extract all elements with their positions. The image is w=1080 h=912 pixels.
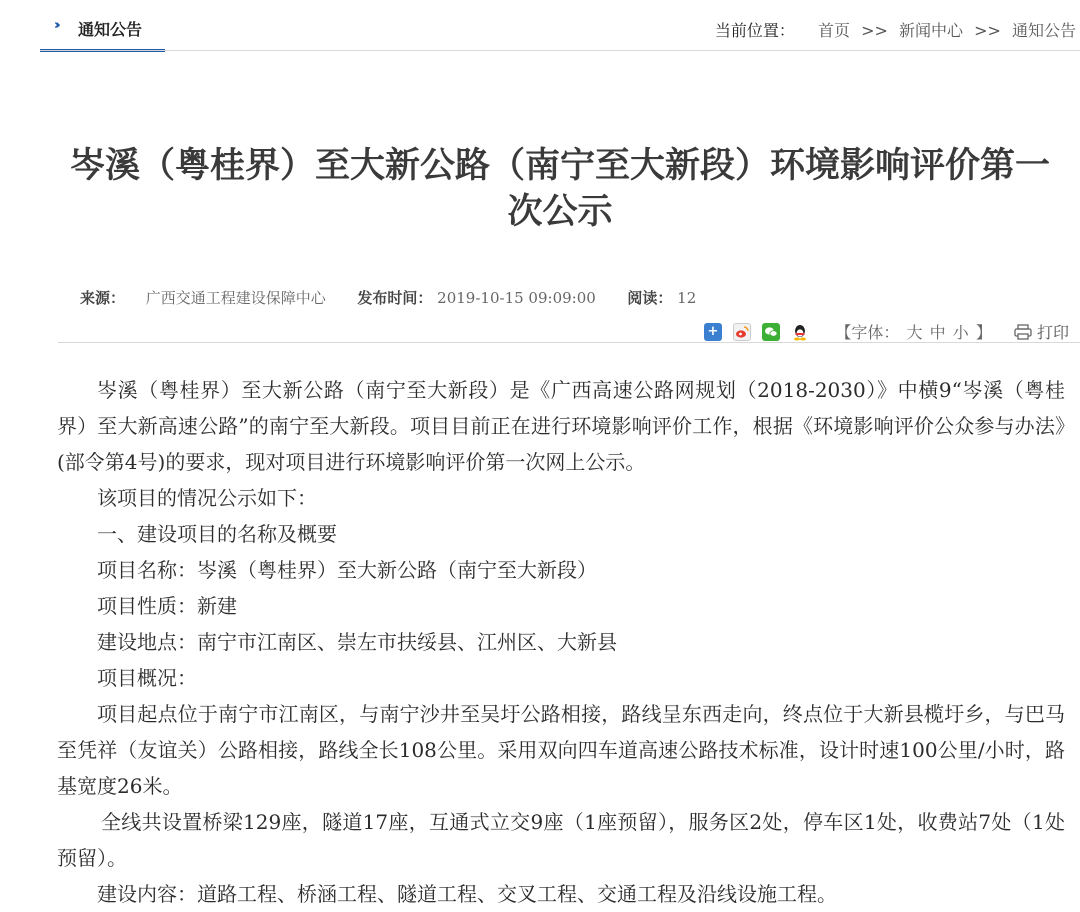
font-small-button[interactable]: 小 — [952, 323, 969, 342]
share-more-icon[interactable]: + — [704, 323, 722, 341]
breadcrumb-notice-link[interactable]: 通知公告 — [1011, 21, 1076, 40]
section-heading: 一、建设项目的名称及概要 — [97, 522, 337, 546]
breadcrumb-news-link[interactable]: 新闻中心 — [898, 21, 963, 40]
top-bar — [0, 0, 1080, 52]
project-location: 建设地点：南宁市江南区、崇左市扶绥县、江州区、大新县 — [97, 630, 617, 654]
construction-content: 建设内容：道路工程、桥涵工程、隧道工程、交叉工程、交通工程及沿线设施工程。 — [97, 882, 837, 906]
meta-divider — [58, 342, 1080, 343]
font-control-open: 【字体： — [835, 323, 900, 342]
weibo-share-icon[interactable] — [733, 323, 751, 341]
font-medium-button[interactable]: 中 — [929, 323, 946, 342]
publish-time-label: 发布时间： — [357, 289, 433, 307]
project-overview: 项目起点位于南宁市江南区，与南宁沙井至吴圩公路相接，路线呈东西走向，终点位于大新县榄圩乡，与巴马至凭祥（友谊关）公路相接，路线全长108公里。采用双向四车道高速公路技术标准，设计时速100公里/小时，路基宽度26米。 — [57, 702, 1065, 798]
breadcrumb-separator: >> — [861, 21, 888, 40]
publish-time-value: 2019-10-15 09:09:00 — [437, 289, 596, 307]
section-tab[interactable] — [40, 14, 165, 52]
project-overview-heading: 项目概况： — [97, 666, 197, 690]
project-facilities: 全线共设置桥梁129座，隧道17座，互通式立交9座（1座预留），服务区2处，停车区1处，收费站7处（1处预留）。 — [57, 810, 1065, 870]
project-name: 项目名称：岑溪（粤桂界）至大新公路（南宁至大新段） — [97, 558, 597, 582]
breadcrumb-home-link[interactable]: 首页 — [817, 21, 850, 40]
breadcrumb — [715, 18, 1076, 41]
double-chevron-right-icon: ›› — [54, 18, 57, 33]
font-large-button[interactable]: 大 — [906, 323, 923, 342]
project-nature: 项目性质：新建 — [97, 594, 237, 618]
read-count-label: 阅读： — [627, 289, 673, 307]
header-divider — [40, 50, 1080, 51]
breadcrumb-prefix: 当前位置： — [714, 21, 795, 40]
breadcrumb-separator: >> — [974, 21, 1001, 40]
article-meta — [80, 287, 696, 308]
source-value: 广西交通工程建设保障中心 — [145, 289, 326, 307]
qq-share-icon[interactable] — [791, 323, 809, 341]
source-label: 来源： — [80, 289, 126, 307]
article-tools — [704, 320, 1069, 342]
section-tab-label: 通知公告 — [78, 20, 143, 39]
print-button[interactable] — [1014, 320, 1069, 343]
article-body — [57, 372, 1065, 912]
paragraph-intro: 岑溪（粤桂界）至大新公路（南宁至大新段）是《广西高速公路网规划（2018-2030）》中横9“岑溪（粤桂界）至大新高速公路”的南宁至大新段。项目目前正在进行环境影响评价工作，根据《环境影响评价公众参与办法》(部令第4号)的要求，现对项目进行环境影响评价第一次网上公示。 — [57, 378, 1065, 474]
font-control-close: 】 — [975, 323, 992, 342]
font-size-control — [834, 320, 992, 343]
paragraph-disclosure-lead: 该项目的情况公示如下： — [97, 486, 317, 510]
print-label: 打印 — [1037, 323, 1070, 342]
wechat-share-icon[interactable] — [762, 323, 780, 341]
read-count-value: 12 — [677, 289, 697, 307]
printer-icon — [1014, 324, 1032, 340]
article-title: 岑溪（粤桂界）至大新公路（南宁至大新段）环境影响评价第一次公示 — [69, 146, 1050, 233]
